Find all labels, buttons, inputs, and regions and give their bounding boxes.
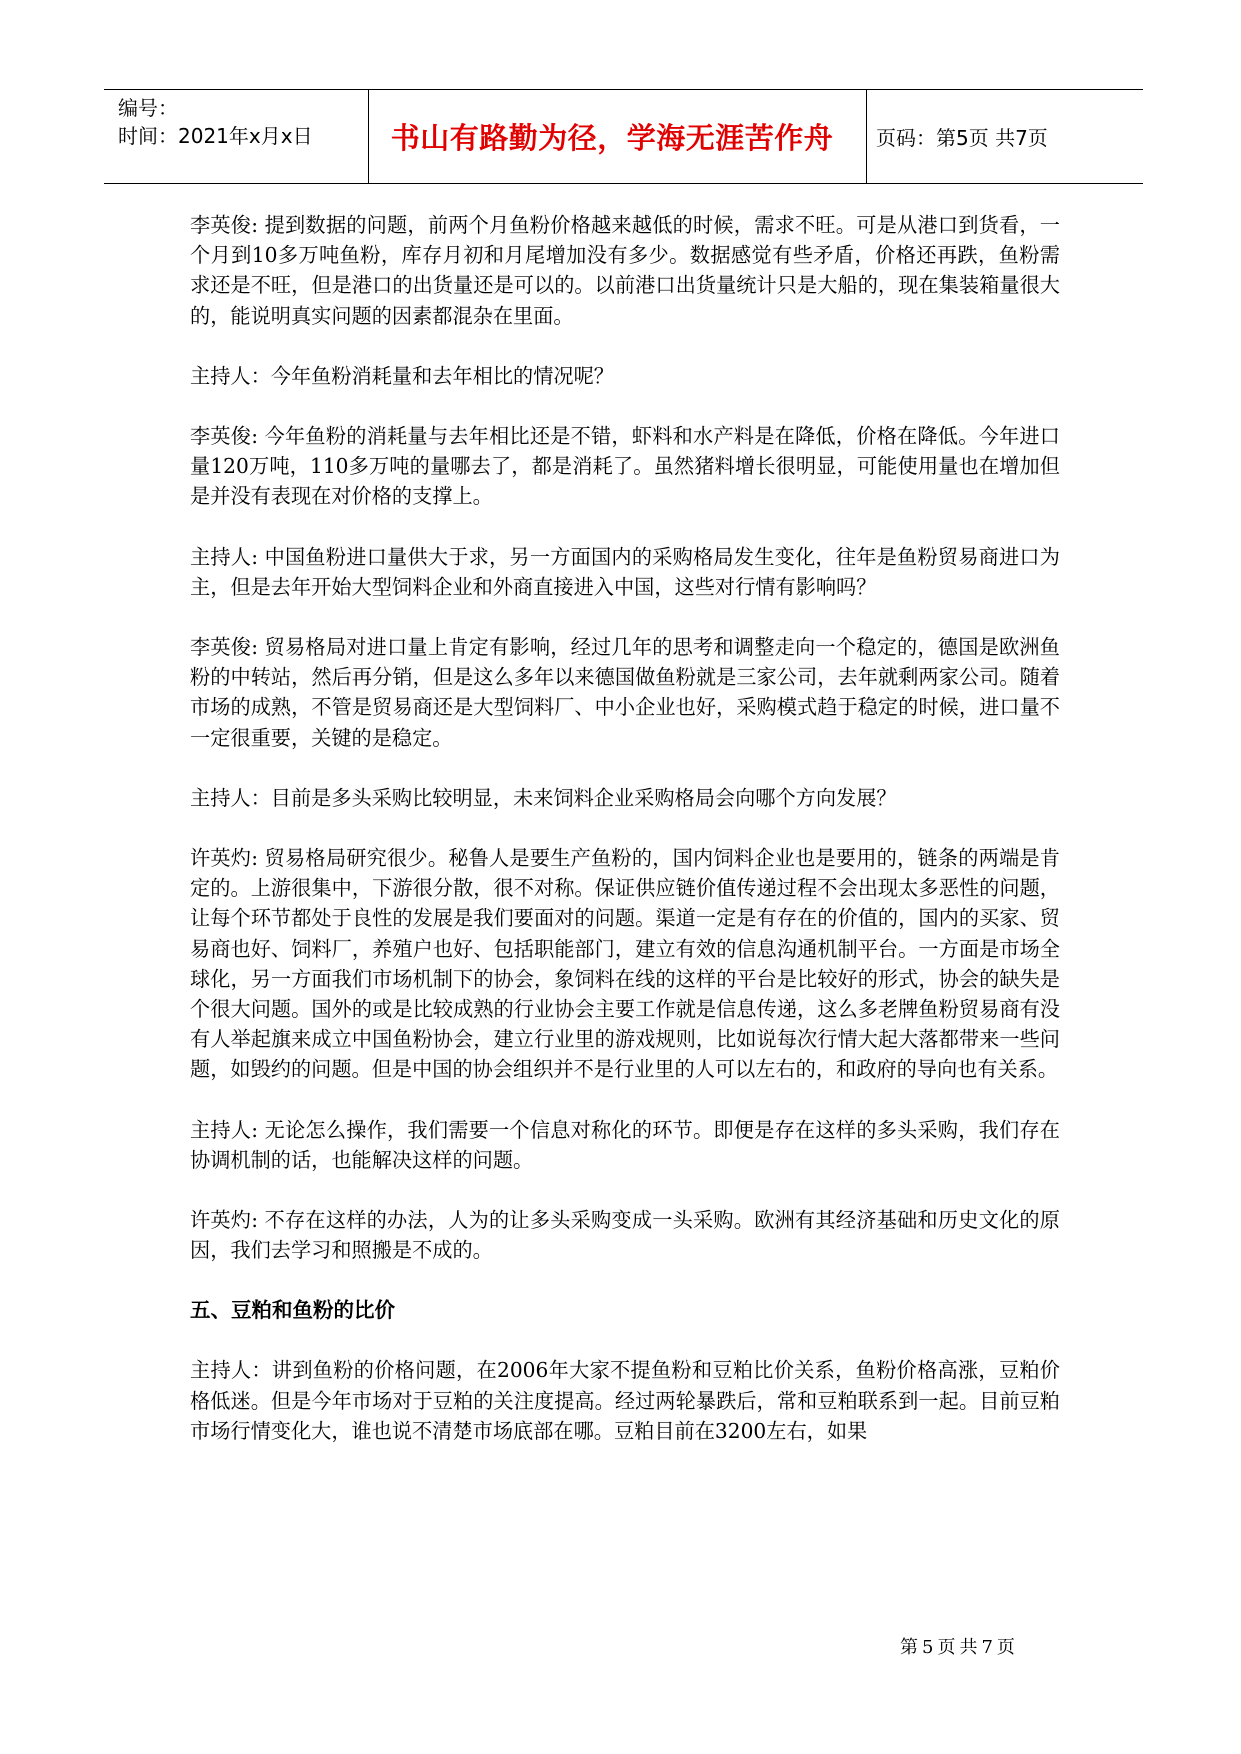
time-label: 时间：2021年x月x日 <box>118 124 313 148</box>
paragraph: 李英俊: 提到数据的问题，前两个月鱼粉价格越来越低的时候，需求不旺。可是从港口到货看，一个月到10多万吨鱼粉，库存月初和月尾增加没有多少。数据感觉有些矛盾，价格还再跌，鱼粉需求还是不旺，但是港口的出货量还是可以的。以前港口出货量统计只是大船的，现在集装箱量很大的，能说明真实问题的因素都混杂在里面。 <box>190 213 1060 328</box>
paragraph: 李英俊: 贸易格局对进口量上肯定有影响，经过几年的思考和调整走向一个稳定的，德国是欧洲鱼粉的中转站，然后再分销，但是这么多年以来德国做鱼粉就是三家公司，去年就剩两家公司。随着市场的成熟，不管是贸易商还是大型饲料厂、中小企业也好，采购模式趋于稳定的时候，进口量不一定很重要，关键的是稳定。 <box>190 635 1060 750</box>
header-motto: 书山有路勤为径，学海无涯苦作舟 <box>390 121 834 155</box>
paragraph: 主持人：讲到鱼粉的价格问题，在2006年大家不提鱼粉和豆粕比价关系，鱼粉价格高涨，豆粕价格低迷。但是今年市场对于豆粕的关注度提高。经过两轮暴跌后，常和豆粕联系到一起。目前豆粕市场行情变化大，谁也说不清楚市场底部在哪。豆粕目前在3200左右，如果 <box>190 1358 1060 1443</box>
section-heading: 五、豆粕和鱼粉的比价 <box>190 1298 395 1323</box>
header-meta <box>118 94 358 150</box>
paragraph: 主持人: 无论怎么操作，我们需要一个信息对称化的环节。即便是存在这样的多头采购，我们存在协调机制的话，也能解决这样的问题。 <box>190 1117 1060 1172</box>
page-footer: 第5页共7页 <box>900 1637 1019 1658</box>
number-label: 编号： <box>118 96 178 120</box>
paragraph: 主持人: 中国鱼粉进口量供大于求，另一方面国内的采购格局发生变化，往年是鱼粉贸易商进口为主，但是去年开始大型饲料企业和外商直接进入中国，这些对行情有影响吗？ <box>190 544 1060 599</box>
paragraph: 许英灼: 不存在这样的办法，人为的让多头采购变成一头采购。欧洲有其经济基础和历史文化的原因，我们去学习和照搬是不成的。 <box>190 1208 1060 1263</box>
paragraph: 李英俊: 今年鱼粉的消耗量与去年相比还是不错，虾料和水产料是在降低，价格在降低。今年进口量120万吨，110多万吨的量哪去了，都是消耗了。虽然猪料增长很明显，可能使用量也在增加但是并没有表现在对价格的支撑上。 <box>190 424 1060 509</box>
header-page-info: 页码：第5页 共7页 <box>876 126 1048 150</box>
document-body <box>190 210 1060 1476</box>
page-header <box>104 89 1143 184</box>
paragraph: 主持人：目前是多头采购比较明显，未来饲料企业采购格局会向哪个方向发展？ <box>190 785 897 810</box>
paragraph: 许英灼: 贸易格局研究很少。秘鲁人是要生产鱼粉的，国内饲料企业也是要用的，链条的两端是肯定的。上游很集中，下游很分散，很不对称。保证供应链价值传递过程不会出现太多恶性的问题，让每个环节都处于良性的发展是我们要面对的问题。渠道一定是有存在的价值的，国内的买家、贸易商也好、饲料厂，养殖户也好、包括职能部门，建立有效的信息沟通机制平台。一方面是市场全球化，另一方面我们市场机制下的协会，象饲料在线的这样的平台是比较好的形式，协会的缺失是个很大问题。国外的或是比较成熟的行业协会主要工作就是信息传递，这么多老牌鱼粉贸易商有没有人举起旗来成立中国鱼粉协会，建立行业里的游戏规则，比如说每次行情大起大落都带来一些问题，如毁约的问题。但是中国的协会组织并不是行业里的人可以左右的，和政府的导向也有关系。 <box>190 846 1060 1082</box>
paragraph: 主持人：今年鱼粉消耗量和去年相比的情况呢？ <box>190 363 614 388</box>
